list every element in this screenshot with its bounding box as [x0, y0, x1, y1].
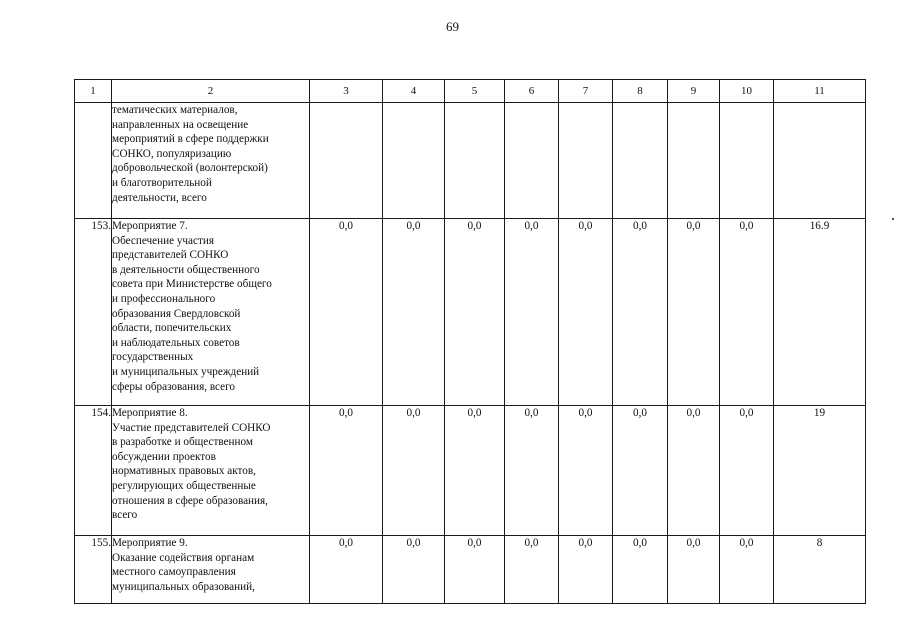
- description-line: Мероприятие 8.: [112, 407, 188, 419]
- description-line: нормативных правовых актов,: [112, 465, 256, 478]
- row-index: [75, 103, 112, 219]
- description-line: и муниципальных учреждений: [112, 365, 260, 378]
- value-cell: 0,0: [559, 406, 613, 536]
- value-cell: 0,0: [310, 536, 383, 604]
- description-line: представителей СОНКО: [112, 249, 229, 262]
- column-header: 8: [613, 80, 668, 103]
- description-line: мероприятий в сфере поддержки: [112, 133, 269, 146]
- value-cell: [720, 103, 774, 219]
- value-cell: 0,0: [505, 219, 559, 406]
- description-line: и профессионального: [112, 292, 216, 305]
- description-line: отношения в сфере образования,: [112, 494, 268, 507]
- value-cell: 0,0: [613, 406, 668, 536]
- description-line: обсуждении проектов: [112, 450, 216, 463]
- description-line: направленных на освещение: [112, 118, 249, 131]
- table-row: [75, 406, 866, 536]
- description-line: СОНКО, популяризацию: [112, 147, 232, 160]
- row-index: 153.: [75, 219, 112, 406]
- reference-cell: 19: [774, 406, 866, 536]
- column-header: 5: [445, 80, 505, 103]
- description-line: Мероприятие 7.: [112, 220, 188, 232]
- description-line: Участие представителей СОНКО: [112, 421, 271, 434]
- description-line: сферы образования, всего: [112, 380, 236, 393]
- value-cell: [505, 103, 559, 219]
- table-body: [75, 103, 866, 604]
- value-cell: 0,0: [720, 219, 774, 406]
- column-header: 9: [668, 80, 720, 103]
- description-line: всего: [112, 509, 138, 522]
- description-line: области, попечительских: [112, 322, 232, 335]
- value-cell: [445, 103, 505, 219]
- description-line: и благотворительной: [112, 176, 212, 189]
- column-header: 6: [505, 80, 559, 103]
- value-cell: 0,0: [445, 406, 505, 536]
- value-cell: 0,0: [505, 406, 559, 536]
- value-cell: 0,0: [559, 219, 613, 406]
- description-line: совета при Министерстве общего: [112, 278, 272, 291]
- row-description: [112, 406, 310, 536]
- value-cell: 0,0: [720, 536, 774, 604]
- row-description: [112, 219, 310, 406]
- scan-speck: [892, 218, 894, 220]
- value-cell: 0,0: [613, 219, 668, 406]
- description-line: Мероприятие 9.: [112, 537, 188, 549]
- description-line: добровольческой (волонтерской): [112, 162, 268, 175]
- value-cell: [310, 103, 383, 219]
- description-line: государственных: [112, 351, 194, 364]
- value-cell: 0,0: [505, 536, 559, 604]
- value-cell: 0,0: [310, 406, 383, 536]
- description-line: муниципальных образований,: [112, 580, 255, 593]
- row-description: [112, 536, 310, 604]
- column-header: 7: [559, 80, 613, 103]
- value-cell: [383, 103, 445, 219]
- row-index: 155.: [75, 536, 112, 604]
- value-cell: 0,0: [445, 219, 505, 406]
- description-line: тематических материалов,: [112, 104, 238, 116]
- description-line: местного самоуправления: [112, 566, 236, 579]
- description-line: в разработке и общественном: [112, 436, 253, 449]
- value-cell: 0,0: [383, 406, 445, 536]
- description-line: в деятельности общественного: [112, 263, 260, 276]
- value-cell: [613, 103, 668, 219]
- value-cell: 0,0: [559, 536, 613, 604]
- row-index: 154.: [75, 406, 112, 536]
- value-cell: 0,0: [668, 406, 720, 536]
- page-number: 69: [446, 19, 459, 34]
- description-line: образования Свердловской: [112, 307, 241, 320]
- value-cell: [668, 103, 720, 219]
- value-cell: 0,0: [445, 536, 505, 604]
- value-cell: 0,0: [720, 406, 774, 536]
- table-row: [75, 536, 866, 604]
- value-cell: 0,0: [383, 219, 445, 406]
- table-row: [75, 219, 866, 406]
- column-header: 11: [774, 80, 866, 103]
- description-line: Оказание содействия органам: [112, 551, 255, 564]
- column-header: 4: [383, 80, 445, 103]
- reference-cell: 16.9: [774, 219, 866, 406]
- value-cell: 0,0: [668, 219, 720, 406]
- description-line: регулирующих общественные: [112, 479, 256, 492]
- reference-cell: [774, 103, 866, 219]
- value-cell: 0,0: [310, 219, 383, 406]
- reference-cell: 8: [774, 536, 866, 604]
- value-cell: 0,0: [668, 536, 720, 604]
- value-cell: 0,0: [613, 536, 668, 604]
- table-header-row: [75, 80, 866, 103]
- row-description: [112, 103, 310, 219]
- column-header: 2: [112, 80, 310, 103]
- column-header: 1: [75, 80, 112, 103]
- value-cell: 0,0: [383, 536, 445, 604]
- column-header: 3: [310, 80, 383, 103]
- description-line: Обеспечение участия: [112, 234, 215, 247]
- description-line: деятельности, всего: [112, 191, 207, 204]
- budget-table: [74, 79, 866, 604]
- value-cell: [559, 103, 613, 219]
- table-row: [75, 103, 866, 219]
- column-header: 10: [720, 80, 774, 103]
- description-line: и наблюдательных советов: [112, 336, 240, 349]
